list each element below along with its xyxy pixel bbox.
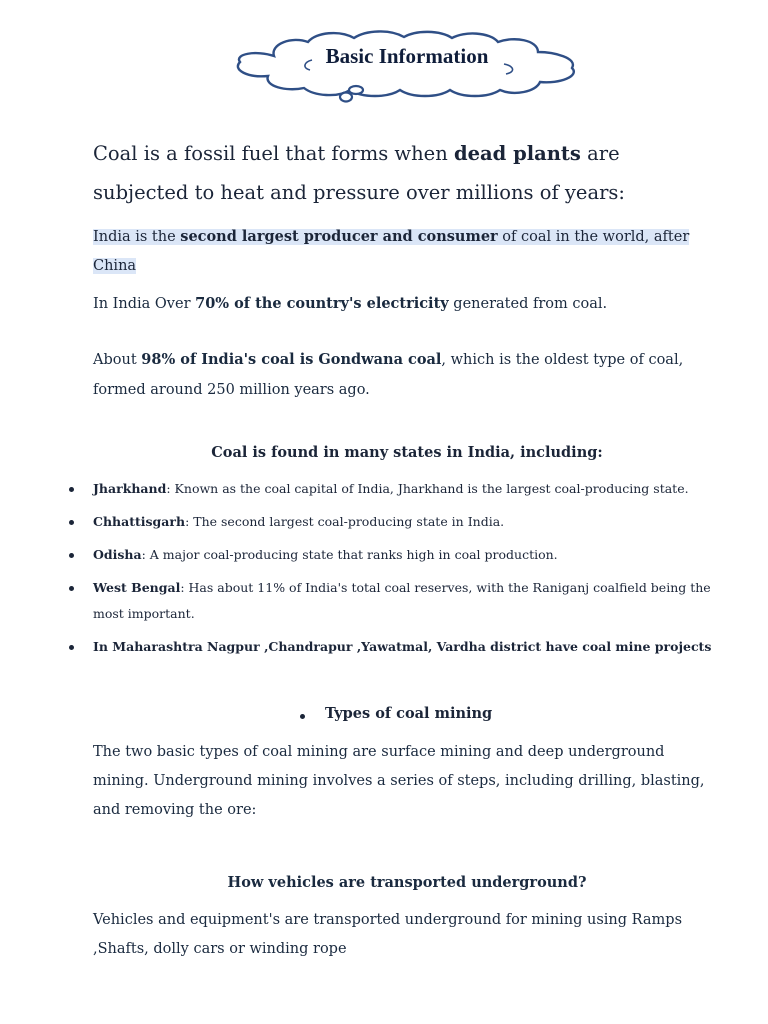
gondwana-text-2: , which is the oldest type of coal, formed around 250 million years ago.	[93, 352, 684, 398]
list-item	[63, 476, 723, 502]
maharashtra-text: In Maharashtra Nagpur ,Chandrapur ,Yawatmal, Vardha district have coal mine projects	[93, 639, 712, 654]
state-name: Jharkhand	[93, 481, 167, 496]
types-heading	[300, 705, 492, 722]
electricity-text-1: In India Over	[93, 296, 196, 312]
state-description: : A major coal-producing state that ranks high in coal production.	[141, 547, 558, 562]
types-paragraph: The two basic types of coal mining are surface mining and deep underground mining. Underground mining involves a series of steps, including drilling, blasting, and removing the ore:	[93, 744, 705, 818]
list-item	[63, 575, 723, 627]
bullet-icon	[69, 520, 74, 525]
bullet-icon	[300, 714, 305, 719]
state-description: : Known as the coal capital of India, Jharkhand is the largest coal-producing state.	[166, 481, 689, 496]
electricity-paragraph	[93, 289, 713, 319]
intro-text-2: are subjected to heat and pressure over millions of years:	[93, 142, 625, 204]
bullet-icon	[69, 586, 74, 591]
highlighted-text	[93, 229, 689, 274]
state-name: Chhattisgarh	[93, 514, 186, 529]
gondwana-text-1: About	[93, 352, 142, 368]
list-item	[63, 542, 723, 568]
electricity-text-2: generated from coal.	[448, 296, 608, 312]
vehicles-heading: How vehicles are transported underground?	[227, 874, 587, 891]
state-name: Odisha	[93, 547, 142, 562]
vehicles-paragraph: Vehicles and equipment's are transported underground for mining using Ramps ,Shafts, dolly cars or winding rope	[93, 912, 683, 957]
intro-paragraph	[93, 134, 713, 212]
list-item	[63, 634, 723, 660]
state-description: : The second largest coal-producing state in India.	[185, 514, 505, 529]
intro-bold: dead plants	[453, 142, 581, 165]
highlight-text-2: of coal in the world, after China	[93, 229, 690, 274]
cloud-callout	[234, 30, 580, 106]
states-list	[63, 476, 723, 667]
list-item	[63, 509, 723, 535]
gondwana-paragraph	[93, 345, 713, 405]
bullet-icon	[69, 645, 74, 650]
bullet-icon	[69, 553, 74, 558]
state-name: West Bengal	[93, 580, 181, 595]
state-description: : Has about 11% of India's total coal reserves, with the Raniganj coalfield being the most important.	[93, 580, 711, 621]
intro-text-1: Coal is a fossil fuel that forms when	[93, 142, 454, 165]
highlight-paragraph	[93, 222, 713, 281]
gondwana-bold: 98% of India's coal is Gondwana coal	[141, 351, 442, 368]
bullet-icon	[69, 487, 74, 492]
highlight-text-1: India is the	[93, 229, 181, 245]
electricity-bold: 70% of the country's electricity	[195, 295, 449, 312]
states-heading: Coal is found in many states in India, including:	[211, 444, 603, 461]
types-heading-text: Types of coal mining	[325, 705, 493, 722]
page-title: Basic Information	[325, 44, 489, 68]
highlight-bold: second largest producer and consumer	[180, 228, 498, 245]
